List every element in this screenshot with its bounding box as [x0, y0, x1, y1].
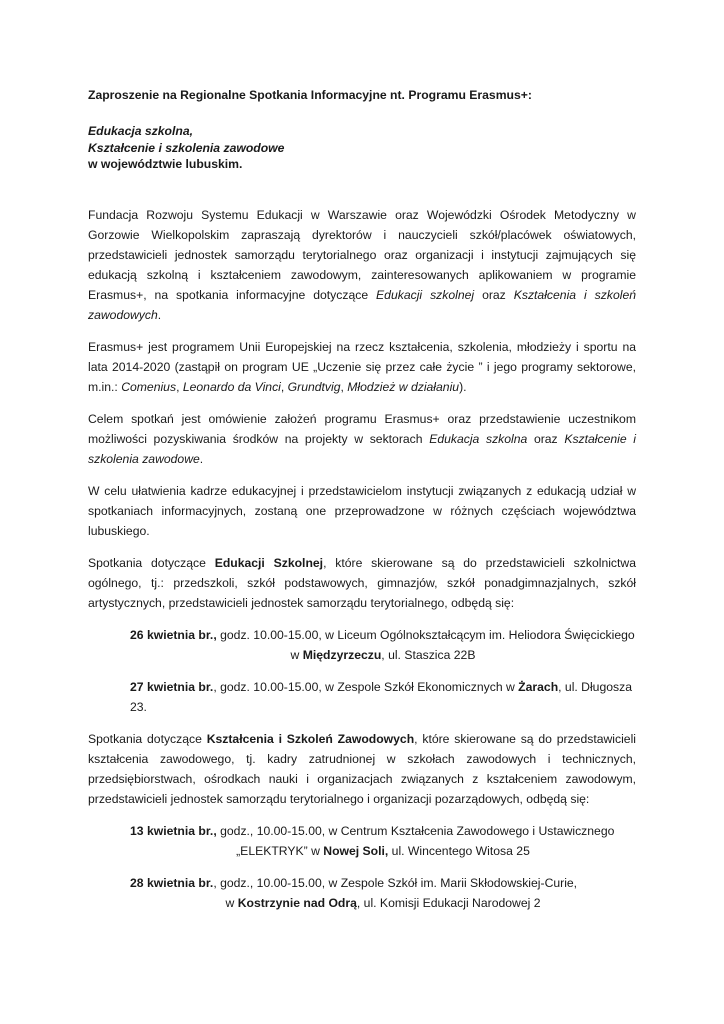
event-address: , ul. Komisji Edukacji Narodowej 2	[356, 895, 541, 910]
event-details: , godz. 10.00-15.00, w Zespole Szkół Ekonomicznych w	[213, 679, 519, 694]
text-run: Spotkania dotyczące	[88, 555, 215, 570]
text-run: oraz	[474, 287, 514, 302]
subtitle-line-1: Edukacja szkolna,	[88, 124, 193, 138]
text-run: Fundacja Rozwoju Systemu Edukacji w Warszawie oraz Wojewódzki Ośrodek Metodyczny w Gorzowie Wielkopolskim zapraszają dyrektorów i nauczycieli szkół/placówek oświatowych, przedstawicieli jednostek samorządu terytorialnego oraz organizacji i instytucji zajmujących się edukacją szkolną i kształceniem zawodowym, zainteresowanych aplikowaniem w programie Erasmus+, na spotkania informacyjne dotyczące	[88, 207, 636, 302]
text-run: .	[157, 307, 162, 322]
paragraph-vocational-meetings	[88, 729, 636, 809]
text-run: w	[290, 647, 303, 662]
event-location-line	[130, 893, 636, 913]
text-run: ,	[280, 379, 288, 394]
event-date: 28 kwietnia br.	[130, 875, 214, 890]
subtitle-block	[88, 123, 636, 173]
text-run: ,	[340, 379, 348, 394]
document-title: Zaproszenie na Regionalne Spotkania Informacyjne nt. Programu Erasmus+:	[88, 88, 532, 102]
text-run-italic: Edukacji szkolnej	[376, 287, 475, 302]
event-item	[88, 677, 636, 717]
event-date: 13 kwietnia br.,	[130, 823, 217, 838]
event-date: 27 kwietnia br.	[130, 679, 214, 694]
event-address: ul. Wincentego Witosa 25	[388, 843, 530, 858]
text-run-italic: Grundtvig	[287, 379, 341, 394]
text-run-italic: Comenius	[121, 379, 177, 394]
event-line	[130, 873, 636, 893]
paragraph-school-meetings	[88, 553, 636, 613]
text-run-italic: Młodzież w działaniu	[347, 379, 460, 394]
event-address: , ul. Staszica 22B	[381, 647, 476, 662]
event-line	[130, 625, 636, 645]
paragraph-regions: W celu ułatwienia kadrze edukacyjnej i przedstawicielom instytucji związanych z edukacją udział w spotkaniach informacyjnych, zostaną one przeprowadzone w różnych częściach województwa lubuskiego.	[88, 483, 636, 538]
event-details: godz. 10.00-15.00, w Liceum Ogólnokształcącym im. Heliodora Święcickiego	[216, 627, 635, 642]
event-details: godz., 10.00-15.00, w Centrum Kształcenia Zawodowego i Ustawicznego	[216, 823, 615, 838]
text-run: „ELEKTRYK” w	[236, 843, 324, 858]
text-run-italic: Edukacja szkolna	[429, 431, 528, 446]
text-run: , które skierowane są do przedstawicieli szkolnictwa ogólnego, tj.: przedszkoli, szkół podstawowych, gimnazjów, szkół ponadgimnazjalnych, szkół artystycznych, przedstawicieli jednostek samorządu terytorialnego, odbędą się:	[88, 555, 636, 610]
text-run-bold: Edukacji Szkolnej	[214, 555, 324, 570]
text-run: ,	[176, 379, 183, 394]
event-city: Nowej Soli,	[323, 843, 389, 858]
paragraph-intro	[88, 205, 636, 325]
text-run: ).	[459, 379, 467, 394]
event-details: , godz., 10.00-15.00, w Zespole Szkół im. Marii Skłodowskiej-Curie,	[213, 875, 578, 890]
event-line	[130, 677, 636, 717]
paragraph-erasmus	[88, 337, 636, 397]
text-run: Celem spotkań jest omówienie założeń programu Erasmus+ oraz przedstawienie uczestnikom możliwości pozyskiwania środków na projekty w sektorach	[88, 411, 636, 446]
event-item	[88, 625, 636, 665]
text-run-bold: Kształcenia i Szkoleń Zawodowych	[206, 731, 415, 746]
event-item	[88, 873, 636, 913]
text-run-italic: Kształcenia i szkoleń zawodowych	[88, 287, 636, 322]
event-city: Kostrzynie nad Odrą	[237, 895, 357, 910]
subtitle-line-3: w województwie lubuskim.	[88, 157, 243, 171]
subtitle-line-2: Kształcenie i szkolenia zawodowe	[88, 140, 285, 155]
event-line	[130, 821, 636, 841]
event-address: , ul. Długosza 23.	[130, 679, 632, 714]
text-run: .	[199, 451, 204, 466]
text-run: oraz	[527, 431, 565, 446]
event-location-line	[130, 841, 636, 861]
text-run: Spotkania dotyczące	[88, 731, 207, 746]
event-item	[88, 821, 636, 861]
event-city: Żarach	[518, 679, 559, 694]
paragraph-goal	[88, 409, 636, 469]
text-run-italic: Leonardo da Vinci	[182, 379, 281, 394]
text-run-italic: Kształcenie i szkolenia zawodowe	[88, 431, 636, 466]
text-run: Erasmus+ jest programem Unii Europejskiej na rzecz kształcenia, szkolenia, młodzieży i sportu na lata 2014-2020 (zastąpił on program UE „Uczenie się przez całe życie ” i jego programy sektorowe, m.in.:	[88, 339, 636, 394]
event-date: 26 kwietnia br.,	[130, 627, 217, 642]
event-location-line	[130, 645, 636, 665]
text-run: w	[225, 895, 238, 910]
text-run: , które skierowane są do przedstawicieli kształcenia zawodowego, tj. kadry zatrudnionej w szkołach zawodowych i technicznych, przedsiębiorstwach, ośrodkach nauki i organizacjach związanych z kształceniem zawodowym, przedstawicieli jednostek samorządu terytorialnego i organizacji pozarządowych, odbędą się:	[88, 731, 636, 806]
event-city: Międzyrzeczu	[302, 647, 382, 662]
